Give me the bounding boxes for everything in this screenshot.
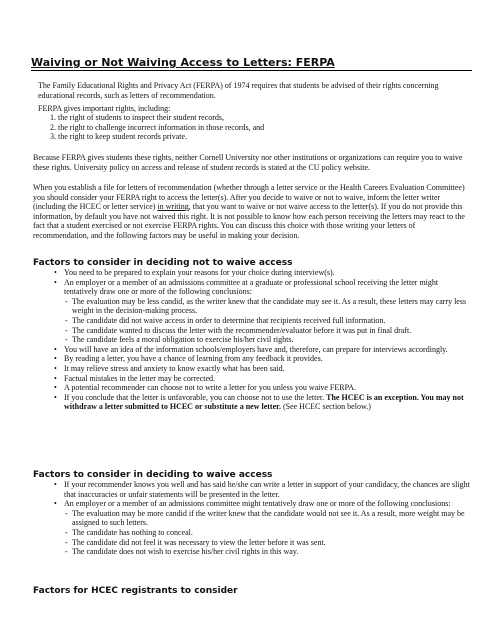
waive-list (54, 480, 472, 557)
file-paragraph-after: , that you want to waive or not waive access to the letter(s). If you do not provide this information, by default you have not waived this right. It is not possible to know how each person receiving the letters may react to the fact that a student exercised or not exercise FERPA rights. You can discuss this choice with those writing your letters of recommendation, and the following factors may be useful in making your decision. (33, 202, 465, 240)
heading-waive: Factors to consider in deciding to waive access (33, 470, 273, 480)
sub-list-item: - The candidate does not wish to exercise his/her civil rights in this way. (72, 547, 472, 557)
list-item: • A potential recommender can choose not to write a letter for you unless you waive FERPA. (64, 383, 472, 393)
rights-item: 3. the right to keep student records private. (58, 132, 468, 142)
hcec-exception-bold: The HCEC is an exception. You may not withdraw a letter submitted to HCEC or substitute a new letter. (64, 392, 464, 412)
list-item: • Factual mistakes in the letter may be corrected. (64, 374, 472, 384)
intro-paragraph: The Family Educational Rights and Privacy Act (FERPA) of 1974 requires that students be advised of their rights concerning educational records, such as letters of recommendation. (38, 81, 439, 100)
file-paragraph-before: When you establish a file for letters of recommendation (whether through a letter service or the Health Careers Evaluation Committee) you should consider your FERPA right to access the letter(s). After you decide to waive or not to waive, inform the letter writer (including the HCEC or letter service) (33, 183, 465, 212)
list-item: • By reading a letter, you have a chance of learning from any feedback it provides. (64, 354, 472, 364)
file-paragraph (33, 183, 473, 241)
rights-intro: FERPA gives important rights, including: (38, 104, 171, 113)
heading-hcec-registrants: Factors for HCEC registrants to consider (33, 586, 238, 596)
conclusions-sublist (64, 509, 472, 557)
list-item-text: An employer or a member of an admissions committee might tentatively draw one or more of the following conclusions: (64, 499, 451, 509)
not-waive-list (54, 268, 472, 412)
list-item (64, 499, 472, 557)
page-title (31, 56, 472, 71)
page-title-text: Waiving or Not Waiving Access to Letters: FERPA (31, 56, 335, 69)
list-item-text: An employer or a member of an admissions committee at a graduate or professional school receiving the letter might tentatively draw one or more of the following conclusions: (64, 277, 439, 297)
list-item-text: If you conclude that the letter is unfavorable, you can choose not to use the letter. (64, 392, 327, 402)
sub-list-item: - The candidate has nothing to conceal. (72, 528, 472, 538)
list-item (64, 278, 472, 345)
conclusions-sublist (64, 297, 472, 345)
sub-list-item: - The candidate wanted to discuss the letter with the recommender/evaluator before it was put in final draft. (72, 326, 472, 336)
list-item: • It may relieve stress and anxiety to know exactly what has been said. (64, 364, 472, 374)
policy-paragraph: Because FERPA gives students these rights, neither Cornell University nor other institutions or organizations can require you to waive these rights. University policy on access and release of student records is stated at the CU policy website. (33, 153, 463, 172)
rights-list (38, 113, 468, 142)
rights-item: 2. the right to challenge incorrect information in those records, and (58, 123, 468, 133)
list-item: • You need to be prepared to explain your reasons for your choice during interview(s). (64, 268, 472, 278)
list-item: • You will have an idea of the information schools/employers have and, therefore, can prepare for interviews accordingly. (64, 345, 472, 355)
heading-not-waive: Factors to consider in deciding not to waive access (33, 258, 293, 268)
list-item-note: (See HCEC section below.) (280, 402, 371, 412)
list-item (64, 393, 472, 412)
sub-list-item: - The evaluation may be less candid, as the writer knew that the candidate may see it. As a result, these letters may carry less weight in the decision-making process. (72, 297, 472, 316)
sub-list-item: - The candidate did not waive access in order to determine that recipients received full information. (72, 316, 472, 326)
rights-item: 1. the right of students to inspect their student records, (58, 113, 468, 123)
list-item: • If your recommender knows you well and has said he/she can write a letter in support of your candidacy, the chances are slight that inaccuracies or unfair statements will be presented in the letter. (64, 480, 472, 499)
sub-list-item: - The candidate feels a moral obligation to exercise his/her civil rights. (72, 335, 472, 345)
sub-list-item: - The evaluation may be more candid if the writer knew that the candidate would not see it. As a result, more weight may be assigned to such letters. (72, 509, 472, 528)
sub-list-item: - The candidate did not feel it was necessary to view the letter before it was sent. (72, 538, 472, 548)
in-writing-emphasis: in writing (157, 202, 189, 212)
